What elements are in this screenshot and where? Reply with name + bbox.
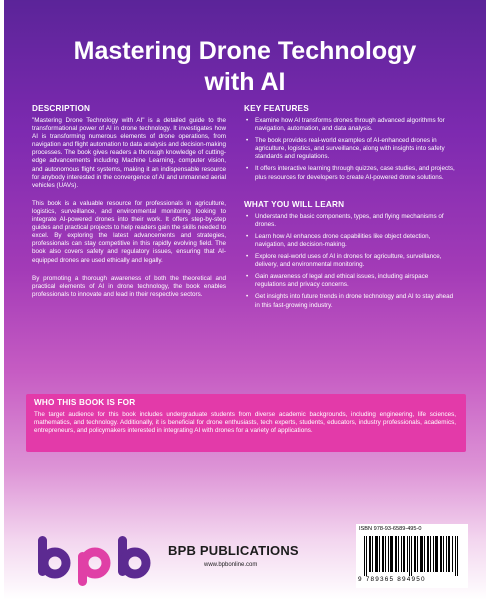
description-heading: DESCRIPTION — [32, 104, 91, 113]
list-item: • Gain awareness of legal and ethical issues, including airspace regulations and privacy concerns. — [246, 273, 429, 289]
key-features-heading: KEY FEATURES — [244, 104, 309, 113]
what-you-will-learn-heading: WHAT YOU WILL LEARN — [244, 199, 345, 209]
what-you-will-learn-list — [244, 213, 456, 310]
isbn-label: ISBN 978-93-6589-495-0 — [359, 526, 422, 532]
barcode-icon — [364, 536, 460, 576]
publisher-url: www.bpbonline.com — [204, 562, 258, 568]
publisher-name: BPB PUBLICATIONS — [168, 543, 299, 558]
isbn-barcode-box — [356, 524, 468, 588]
description-section — [32, 104, 226, 309]
description-paragraph: This book is a valuable resource for professionals in agriculture, logistics, surveillance, and environmental monitoring looking to integrate AI-powered drones into their work. It offers step-by-step guides and practical projects to help readers gain the skills needed to excel. By exploring the latest advancements and strategies, professionals can stay competitive in this rapidly evolving field. The book also covers safety and regulatory issues, ensuring that AI-equipped drones are used ethically and legally. — [32, 199, 226, 264]
bpb-logo-icon — [38, 536, 156, 586]
description-paragraph: "Mastering Drone Technology with AI" is a detailed guide to the transformational power of AI in drone technology. It investigates how AI is transforming numerous elements of drone operations, from navigation and flight automation to data analysis and decision-making processes. The book gives readers a thorough knowledge of cutting-edge advancements including Machine Learning, computer vision, and autonomous flight systems, making it an indispensable resource for anybody interested in the convergence of AI and unmanned aerial vehicles (UAVs). — [32, 117, 226, 189]
who-text: The target audience for this book includes undergraduate students from diverse academic backgrounds, including engineering, life sciences, mathematics, and technology. Additionally, it is beneficial for drone enthusiasts, tech experts, students, educators, industry professionals, academics, entrepreneurs, and policymakers interested in integrating AI with drones for a variety of applications. — [34, 411, 456, 435]
list-item: • It offers interactive learning through quizzes, case studies, and projects, plus resources for developers to create AI-powered drone solutions. — [246, 165, 455, 181]
list-item: • Understand the basic components, types, and flying mechanisms of drones. — [246, 212, 444, 228]
list-item: • Examine how AI transforms drones through advanced algorithms for navigation, automation, and data analysis. — [246, 117, 445, 133]
book-title-line-2: with AI — [204, 68, 286, 96]
book-title-line-1: Mastering Drone Technology — [73, 37, 417, 65]
list-item: • Explore real-world uses of AI in drones for agriculture, surveillance, delivery, and environmental monitoring. — [246, 253, 442, 269]
description-paragraph: By promoting a thorough awareness of both the theoretical and practical elements of AI in drone technology, the book enables professionals to innovate and lead in their respective sectors. — [32, 274, 226, 298]
book-back-cover — [4, 0, 486, 600]
barcode-digits: 9 789365 894950 — [358, 576, 426, 583]
list-item: • Get insights into future trends in drone technology and AI to stay ahead in this fast-growing industry. — [246, 293, 454, 309]
features-section — [244, 104, 456, 320]
who-this-book-is-for-box — [26, 394, 466, 452]
who-heading: WHO THIS BOOK IS FOR — [34, 398, 136, 407]
list-item: • The book provides real-world examples of AI-enhanced drones in agriculture, logistics, and surveillance, along with insights into safety standards and regulations. — [246, 137, 445, 161]
book-title — [4, 36, 486, 98]
list-item: • Learn how AI enhances drone capabilities like object detection, navigation, and decision-making. — [246, 232, 431, 248]
key-features-list — [244, 117, 456, 182]
